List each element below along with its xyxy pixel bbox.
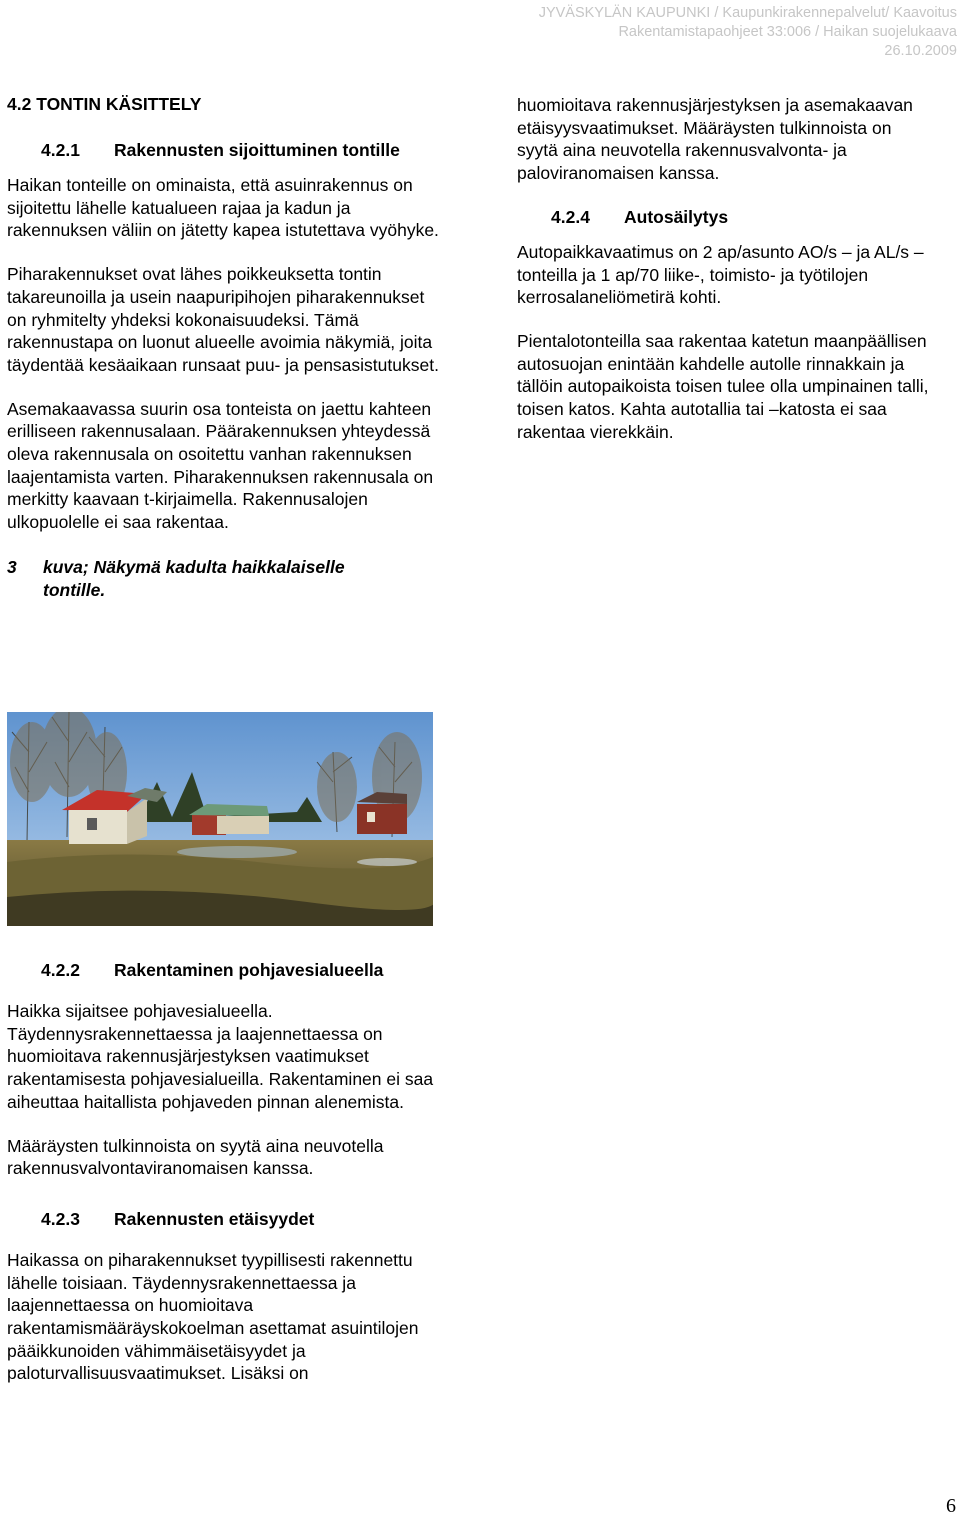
- header-organization: JYVÄSKYLÄN KAUPUNKI / Kaupunkirakennepalvelut/ Kaavoitus: [538, 5, 957, 21]
- subsection-number: 4.2.1: [41, 140, 80, 160]
- left-column: [7, 92, 447, 601]
- subsection-title: Autosäilytys: [624, 206, 729, 227]
- paragraph: Asemakaavassa suurin osa tonteista on jaettu kahteen erilliseen rakennusalaan. Päärakennuksen yhteydessä oleva rakennusala on osoitettu vanhan rakennuksen laajentamista varten. Piharakennuksen rakennusala on merkitty kaavaan t-kirjaimella. Rakennusalojen ulkopuolelle ei saa rakentaa.: [7, 398, 434, 533]
- section-title: 4.2 TONTIN KÄSITTELY: [7, 94, 202, 114]
- subsection-heading-4-2-4: [517, 205, 937, 229]
- paragraph: Määräysten tulkinnoista on syytä aina neuvotella rakennusvalvontaviranomaisen kanssa.: [7, 1135, 384, 1179]
- figure-caption-text: kuva; Näkymä kadulta haikkalaiselle tontille.: [43, 556, 345, 600]
- right-column: [517, 94, 937, 443]
- figure-number: 3: [7, 556, 17, 577]
- subsection-number: 4.2.4: [551, 206, 590, 227]
- street-view-photo: [7, 712, 433, 926]
- paragraph: Haikan tonteille on ominaista, että asuinrakennus on sijoitettu lähelle katualueen rajaa ja kadun ja rakennuksen väliin on jätetty kapea istutettava vyöhyke.: [7, 175, 439, 241]
- left-column-lower: [7, 958, 447, 1385]
- subsection-heading-4-2-2: [7, 958, 447, 982]
- paragraph: Haikka sijaitsee pohjavesialueella. Täydennysrakennettaessa ja laajennettaessa on huomioitava rakennusjärjestyksen vaatimukset rakentamisesta pohjavesialueilla. Rakentaminen ei saa aiheuttaa haitallista pohjaveden pinnan alenemista.: [7, 1001, 434, 1112]
- paragraph: Haikassa on piharakennukset tyypillisesti rakennettu lähelle toisiaan. Täydennysrakennettaessa ja laajennettaessa on huomioitava rakentamismääräyskokoelman asettamat asuintilojen pääikkunoiden vähimmäisetäisyydet ja paloturvallisuusvaatimukset. Lisäksi on: [7, 1249, 419, 1384]
- subsection-title: Rakennusten sijoittuminen tontille: [114, 140, 400, 160]
- subsection-title: Rakentaminen pohjavesialueella: [114, 960, 384, 980]
- paragraph: Autopaikkavaatimus on 2 ap/asunto AO/s – ja AL/s –tonteilla ja 1 ap/70 liike-, toimisto- ja työtilojen kerrosalaneliömetirä kohti.: [517, 241, 924, 308]
- subsection-number: 4.2.2: [41, 960, 80, 980]
- figure-caption: [7, 556, 407, 601]
- paragraph-continued: huomioitava rakennusjärjestyksen ja asemakaavan etäisyysvaatimukset. Määräysten tulkinnoista on syytä aina neuvotella rakennusvalvonta- ja paloviranomaisen kanssa.: [517, 95, 913, 184]
- header-document: Rakentamistapaohjeet 33:006 / Haikan suojelukaava: [618, 24, 957, 40]
- subsection-heading-4-2-1: [7, 138, 447, 162]
- header-date: 26.10.2009: [884, 43, 957, 59]
- page-number: 6: [946, 1495, 956, 1517]
- paragraph: Piharakennukset ovat lähes poikkeuksetta tontin takareunoilla ja usein naapuripihojen piharakennukset on ryhmitelty yhdeksi kokonaisuudeksi. Tämä rakennustapa on luonut alueelle avoimia näkymiä, joita täydentää kesäaikaan runsaat puu- ja pensasistutukset.: [7, 264, 439, 375]
- subsection-number: 4.2.3: [41, 1208, 80, 1229]
- paragraph: Pientalotonteilla saa rakentaa katetun maanpäällisen autosuojan enintään kahdelle autolle rinnakkain ja tällöin autopaikoista toisen tulee olla umpinainen talli, toisen katos. Kahta autotallia tai –katosta ei saa rakentaa vierekkäin.: [517, 330, 929, 442]
- subsection-title: Rakennusten etäisyydet: [114, 1208, 315, 1229]
- subsection-heading-4-2-3: [7, 1207, 447, 1231]
- page-header: [539, 4, 957, 61]
